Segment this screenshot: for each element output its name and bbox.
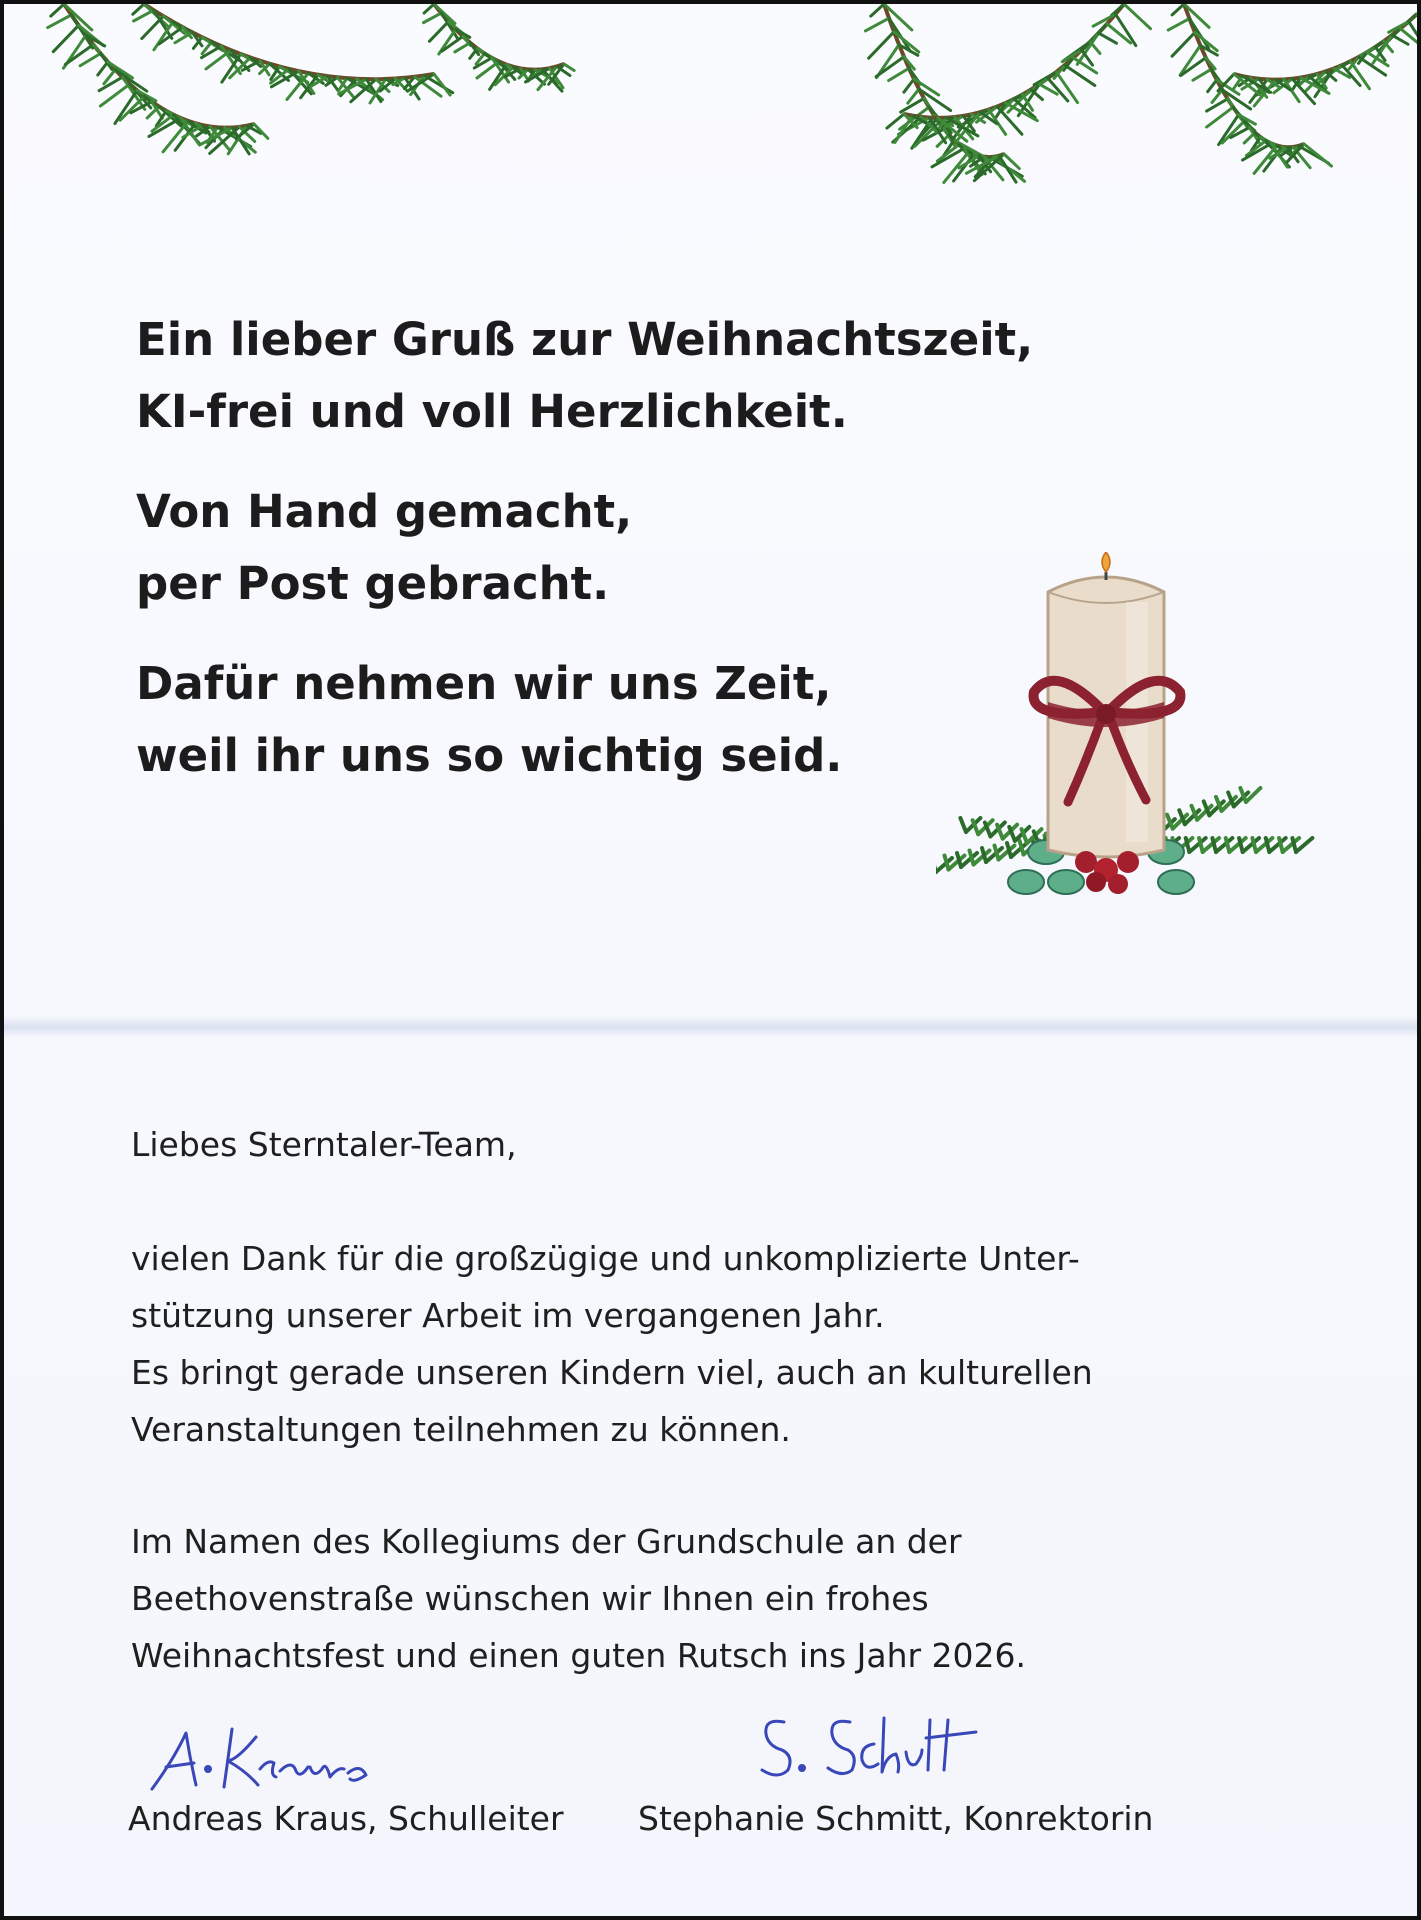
paragraph-wishes: [131, 1513, 1311, 1684]
poem-line: per Post gebracht.: [136, 557, 610, 610]
letter-body: [131, 1116, 1311, 1684]
poem-line: KI-frei und voll Herzlichkeit.: [136, 385, 848, 438]
paragraph-line: stützung unserer Arbeit im vergangenen Jahr.: [131, 1296, 885, 1335]
signer-schmitt: Stephanie Schmitt, Konrektorin: [638, 1799, 1154, 1838]
paragraph-line: Veranstaltungen teilnehmen zu können.: [131, 1410, 791, 1449]
salutation: Liebes Sterntaler-Team,: [131, 1125, 517, 1164]
fir-branch-icon: [4, 4, 1417, 194]
signature-schmitt: [754, 1704, 984, 1784]
paragraph-line: Beethovenstraße wünschen wir Ihnen ein frohes: [131, 1579, 929, 1618]
paragraph-thanks: [131, 1230, 1311, 1458]
paragraph-line: Im Namen des Kollegiums der Grundschule an der: [131, 1522, 962, 1561]
poem-stanza-1: [136, 304, 1136, 448]
paragraph-line: Weihnachtsfest und einen guten Rutsch ins Jahr 2026.: [131, 1636, 1027, 1675]
poem-line: Von Hand gemacht,: [136, 485, 633, 538]
poem-line: Ein lieber Gruß zur Weihnachtszeit,: [136, 313, 1034, 366]
poem-line: Dafür nehmen wir uns Zeit,: [136, 657, 832, 710]
signer-kraus: Andreas Kraus, Schulleiter: [128, 1799, 564, 1838]
candle-icon: [936, 552, 1336, 932]
paper-fold: [4, 1016, 1417, 1038]
poem-line: weil ihr uns so wichtig seid.: [136, 729, 843, 782]
signature-kraus: [144, 1719, 384, 1799]
paragraph-line: Es bringt gerade unseren Kindern viel, auch an kulturellen: [131, 1353, 1093, 1392]
paragraph-line: vielen Dank für die großzügige und unkomplizierte Unter-: [131, 1239, 1080, 1278]
